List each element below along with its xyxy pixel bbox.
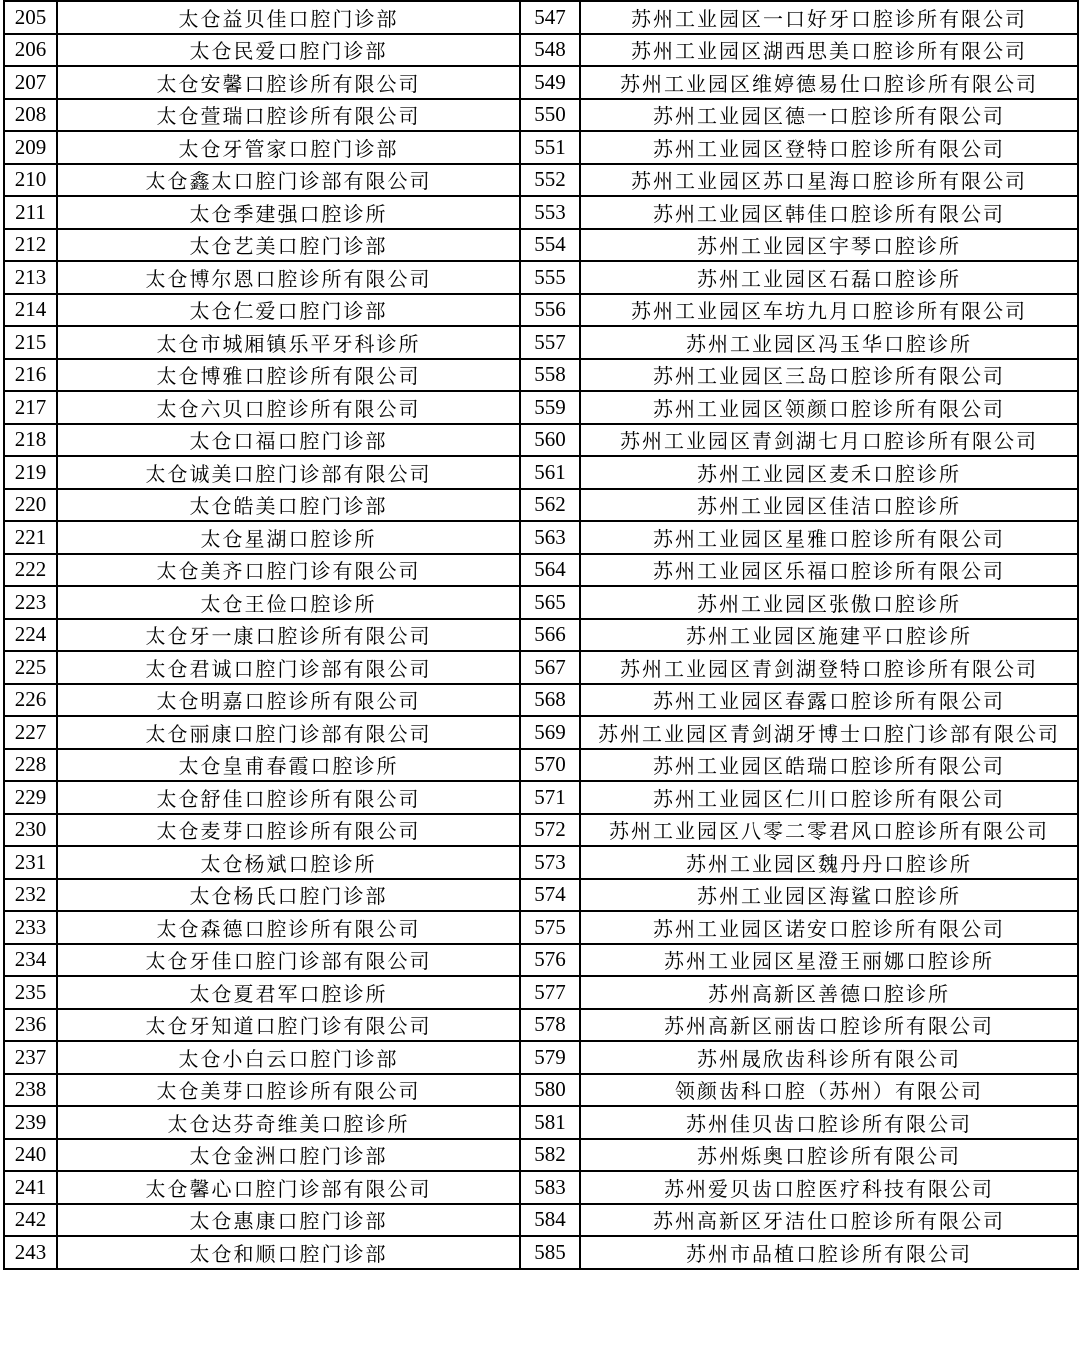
right-index-cell: 552 bbox=[520, 164, 580, 197]
right-clinic-name-cell: 苏州高新区善德口腔诊所 bbox=[580, 976, 1078, 1009]
right-clinic-name-cell: 苏州工业园区一口好牙口腔诊所有限公司 bbox=[580, 1, 1078, 34]
left-clinic-name-cell: 太仓君诚口腔门诊部有限公司 bbox=[57, 651, 520, 684]
right-index-cell: 578 bbox=[520, 1009, 580, 1042]
table-row bbox=[4, 1171, 1078, 1204]
table-row bbox=[4, 651, 1078, 684]
left-index-cell: 225 bbox=[4, 651, 57, 684]
left-clinic-name-cell: 太仓丽康口腔门诊部有限公司 bbox=[57, 716, 520, 749]
right-index-cell: 557 bbox=[520, 326, 580, 359]
right-index-cell: 576 bbox=[520, 944, 580, 977]
left-clinic-name-cell: 太仓舒佳口腔诊所有限公司 bbox=[57, 781, 520, 814]
right-index-cell: 551 bbox=[520, 131, 580, 164]
left-clinic-name-cell: 太仓王俭口腔诊所 bbox=[57, 586, 520, 619]
left-index-cell: 211 bbox=[4, 196, 57, 229]
table-row bbox=[4, 781, 1078, 814]
left-clinic-name-cell: 太仓民爱口腔门诊部 bbox=[57, 34, 520, 67]
left-clinic-name-cell: 太仓森德口腔诊所有限公司 bbox=[57, 911, 520, 944]
left-clinic-name-cell: 太仓益贝佳口腔门诊部 bbox=[57, 1, 520, 34]
left-index-cell: 210 bbox=[4, 164, 57, 197]
left-clinic-name-cell: 太仓季建强口腔诊所 bbox=[57, 196, 520, 229]
left-clinic-name-cell: 太仓皇甫春霞口腔诊所 bbox=[57, 749, 520, 782]
table-row bbox=[4, 1236, 1078, 1269]
left-clinic-name-cell: 太仓杨氏口腔门诊部 bbox=[57, 879, 520, 912]
right-clinic-name-cell: 苏州工业园区三岛口腔诊所有限公司 bbox=[580, 359, 1078, 392]
left-index-cell: 207 bbox=[4, 66, 57, 99]
right-clinic-name-cell: 苏州高新区丽齿口腔诊所有限公司 bbox=[580, 1009, 1078, 1042]
clinic-list-table bbox=[3, 0, 1079, 1270]
right-clinic-name-cell: 苏州工业园区冯玉华口腔诊所 bbox=[580, 326, 1078, 359]
table-row bbox=[4, 911, 1078, 944]
right-clinic-name-cell: 苏州工业园区韩佳口腔诊所有限公司 bbox=[580, 196, 1078, 229]
right-clinic-name-cell: 苏州工业园区苏口星海口腔诊所有限公司 bbox=[580, 164, 1078, 197]
table-row bbox=[4, 1106, 1078, 1139]
right-index-cell: 582 bbox=[520, 1139, 580, 1172]
right-index-cell: 563 bbox=[520, 521, 580, 554]
left-index-cell: 235 bbox=[4, 976, 57, 1009]
left-clinic-name-cell: 太仓杨斌口腔诊所 bbox=[57, 846, 520, 879]
left-clinic-name-cell: 太仓星湖口腔诊所 bbox=[57, 521, 520, 554]
right-index-cell: 549 bbox=[520, 66, 580, 99]
left-index-cell: 226 bbox=[4, 684, 57, 717]
table-row bbox=[4, 66, 1078, 99]
left-index-cell: 213 bbox=[4, 261, 57, 294]
left-clinic-name-cell: 太仓安馨口腔诊所有限公司 bbox=[57, 66, 520, 99]
table-row bbox=[4, 1204, 1078, 1237]
right-clinic-name-cell: 苏州工业园区青剑湖登特口腔诊所有限公司 bbox=[580, 651, 1078, 684]
table-row bbox=[4, 229, 1078, 262]
table-row bbox=[4, 326, 1078, 359]
right-index-cell: 548 bbox=[520, 34, 580, 67]
left-clinic-name-cell: 太仓美齐口腔门诊有限公司 bbox=[57, 554, 520, 587]
right-index-cell: 553 bbox=[520, 196, 580, 229]
left-index-cell: 224 bbox=[4, 619, 57, 652]
right-clinic-name-cell: 苏州工业园区魏丹丹口腔诊所 bbox=[580, 846, 1078, 879]
left-clinic-name-cell: 太仓博尔恩口腔诊所有限公司 bbox=[57, 261, 520, 294]
table-row bbox=[4, 294, 1078, 327]
right-index-cell: 575 bbox=[520, 911, 580, 944]
table-row bbox=[4, 1041, 1078, 1074]
table-row bbox=[4, 34, 1078, 67]
left-clinic-name-cell: 太仓馨心口腔门诊部有限公司 bbox=[57, 1171, 520, 1204]
left-index-cell: 232 bbox=[4, 879, 57, 912]
right-index-cell: 558 bbox=[520, 359, 580, 392]
right-index-cell: 566 bbox=[520, 619, 580, 652]
right-clinic-name-cell: 苏州市品植口腔诊所有限公司 bbox=[580, 1236, 1078, 1269]
right-clinic-name-cell: 苏州工业园区海鲨口腔诊所 bbox=[580, 879, 1078, 912]
right-index-cell: 585 bbox=[520, 1236, 580, 1269]
left-index-cell: 222 bbox=[4, 554, 57, 587]
right-index-cell: 580 bbox=[520, 1074, 580, 1107]
right-index-cell: 560 bbox=[520, 424, 580, 457]
right-clinic-name-cell: 苏州工业园区星澄王丽娜口腔诊所 bbox=[580, 944, 1078, 977]
left-index-cell: 209 bbox=[4, 131, 57, 164]
left-clinic-name-cell: 太仓诚美口腔门诊部有限公司 bbox=[57, 456, 520, 489]
left-index-cell: 236 bbox=[4, 1009, 57, 1042]
right-index-cell: 562 bbox=[520, 489, 580, 522]
left-clinic-name-cell: 太仓市城厢镇乐平牙科诊所 bbox=[57, 326, 520, 359]
table-row bbox=[4, 1, 1078, 34]
left-index-cell: 208 bbox=[4, 99, 57, 132]
left-index-cell: 212 bbox=[4, 229, 57, 262]
left-clinic-name-cell: 太仓美芽口腔诊所有限公司 bbox=[57, 1074, 520, 1107]
right-clinic-name-cell: 领颜齿科口腔（苏州）有限公司 bbox=[580, 1074, 1078, 1107]
left-clinic-name-cell: 太仓鑫太口腔门诊部有限公司 bbox=[57, 164, 520, 197]
left-clinic-name-cell: 太仓仁爱口腔门诊部 bbox=[57, 294, 520, 327]
left-clinic-name-cell: 太仓小白云口腔门诊部 bbox=[57, 1041, 520, 1074]
right-index-cell: 556 bbox=[520, 294, 580, 327]
left-index-cell: 230 bbox=[4, 814, 57, 847]
table-row bbox=[4, 424, 1078, 457]
table-row bbox=[4, 196, 1078, 229]
left-index-cell: 243 bbox=[4, 1236, 57, 1269]
left-index-cell: 221 bbox=[4, 521, 57, 554]
right-index-cell: 583 bbox=[520, 1171, 580, 1204]
left-clinic-name-cell: 太仓萱瑞口腔诊所有限公司 bbox=[57, 99, 520, 132]
right-index-cell: 550 bbox=[520, 99, 580, 132]
right-clinic-name-cell: 苏州工业园区湖西思美口腔诊所有限公司 bbox=[580, 34, 1078, 67]
table-row bbox=[4, 261, 1078, 294]
right-clinic-name-cell: 苏州工业园区施建平口腔诊所 bbox=[580, 619, 1078, 652]
right-index-cell: 573 bbox=[520, 846, 580, 879]
right-index-cell: 567 bbox=[520, 651, 580, 684]
left-index-cell: 206 bbox=[4, 34, 57, 67]
left-clinic-name-cell: 太仓口福口腔门诊部 bbox=[57, 424, 520, 457]
left-index-cell: 233 bbox=[4, 911, 57, 944]
table-row bbox=[4, 1139, 1078, 1172]
right-index-cell: 561 bbox=[520, 456, 580, 489]
left-index-cell: 229 bbox=[4, 781, 57, 814]
table-row bbox=[4, 879, 1078, 912]
right-clinic-name-cell: 苏州工业园区麦禾口腔诊所 bbox=[580, 456, 1078, 489]
left-index-cell: 242 bbox=[4, 1204, 57, 1237]
table-row bbox=[4, 359, 1078, 392]
table-row bbox=[4, 1009, 1078, 1042]
right-index-cell: 559 bbox=[520, 391, 580, 424]
right-clinic-name-cell: 苏州工业园区登特口腔诊所有限公司 bbox=[580, 131, 1078, 164]
right-index-cell: 547 bbox=[520, 1, 580, 34]
right-clinic-name-cell: 苏州工业园区青剑湖牙博士口腔门诊部有限公司 bbox=[580, 716, 1078, 749]
left-clinic-name-cell: 太仓六贝口腔诊所有限公司 bbox=[57, 391, 520, 424]
right-index-cell: 584 bbox=[520, 1204, 580, 1237]
right-index-cell: 579 bbox=[520, 1041, 580, 1074]
right-index-cell: 555 bbox=[520, 261, 580, 294]
left-clinic-name-cell: 太仓艺美口腔门诊部 bbox=[57, 229, 520, 262]
right-index-cell: 569 bbox=[520, 716, 580, 749]
right-clinic-name-cell: 苏州工业园区宇琴口腔诊所 bbox=[580, 229, 1078, 262]
left-clinic-name-cell: 太仓金洲口腔门诊部 bbox=[57, 1139, 520, 1172]
table-row bbox=[4, 1074, 1078, 1107]
table-row bbox=[4, 554, 1078, 587]
left-index-cell: 237 bbox=[4, 1041, 57, 1074]
left-clinic-name-cell: 太仓博雅口腔诊所有限公司 bbox=[57, 359, 520, 392]
left-index-cell: 231 bbox=[4, 846, 57, 879]
right-index-cell: 574 bbox=[520, 879, 580, 912]
left-index-cell: 241 bbox=[4, 1171, 57, 1204]
table-row bbox=[4, 684, 1078, 717]
left-index-cell: 218 bbox=[4, 424, 57, 457]
left-index-cell: 240 bbox=[4, 1139, 57, 1172]
right-clinic-name-cell: 苏州工业园区佳洁口腔诊所 bbox=[580, 489, 1078, 522]
table-row bbox=[4, 131, 1078, 164]
right-clinic-name-cell: 苏州工业园区石磊口腔诊所 bbox=[580, 261, 1078, 294]
right-clinic-name-cell: 苏州工业园区乐福口腔诊所有限公司 bbox=[580, 554, 1078, 587]
left-clinic-name-cell: 太仓惠康口腔门诊部 bbox=[57, 1204, 520, 1237]
right-clinic-name-cell: 苏州爱贝齿口腔医疗科技有限公司 bbox=[580, 1171, 1078, 1204]
right-clinic-name-cell: 苏州工业园区张傲口腔诊所 bbox=[580, 586, 1078, 619]
table-row bbox=[4, 521, 1078, 554]
right-index-cell: 571 bbox=[520, 781, 580, 814]
table-row bbox=[4, 944, 1078, 977]
left-index-cell: 205 bbox=[4, 1, 57, 34]
right-index-cell: 570 bbox=[520, 749, 580, 782]
left-index-cell: 228 bbox=[4, 749, 57, 782]
left-clinic-name-cell: 太仓牙管家口腔门诊部 bbox=[57, 131, 520, 164]
table-row bbox=[4, 814, 1078, 847]
table-row bbox=[4, 164, 1078, 197]
right-clinic-name-cell: 苏州工业园区德一口腔诊所有限公司 bbox=[580, 99, 1078, 132]
right-index-cell: 565 bbox=[520, 586, 580, 619]
right-index-cell: 568 bbox=[520, 684, 580, 717]
left-index-cell: 220 bbox=[4, 489, 57, 522]
table-row bbox=[4, 456, 1078, 489]
right-clinic-name-cell: 苏州工业园区春露口腔诊所有限公司 bbox=[580, 684, 1078, 717]
left-clinic-name-cell: 太仓牙知道口腔门诊有限公司 bbox=[57, 1009, 520, 1042]
left-index-cell: 239 bbox=[4, 1106, 57, 1139]
left-clinic-name-cell: 太仓皓美口腔门诊部 bbox=[57, 489, 520, 522]
left-clinic-name-cell: 太仓牙佳口腔门诊部有限公司 bbox=[57, 944, 520, 977]
left-clinic-name-cell: 太仓牙一康口腔诊所有限公司 bbox=[57, 619, 520, 652]
right-index-cell: 564 bbox=[520, 554, 580, 587]
table-row bbox=[4, 846, 1078, 879]
right-clinic-name-cell: 苏州工业园区仁川口腔诊所有限公司 bbox=[580, 781, 1078, 814]
right-clinic-name-cell: 苏州工业园区青剑湖七月口腔诊所有限公司 bbox=[580, 424, 1078, 457]
right-clinic-name-cell: 苏州工业园区领颜口腔诊所有限公司 bbox=[580, 391, 1078, 424]
right-clinic-name-cell: 苏州工业园区星雅口腔诊所有限公司 bbox=[580, 521, 1078, 554]
right-index-cell: 581 bbox=[520, 1106, 580, 1139]
left-clinic-name-cell: 太仓达芬奇维美口腔诊所 bbox=[57, 1106, 520, 1139]
table-row bbox=[4, 619, 1078, 652]
right-clinic-name-cell: 苏州烁奥口腔诊所有限公司 bbox=[580, 1139, 1078, 1172]
right-clinic-name-cell: 苏州晟欣齿科诊所有限公司 bbox=[580, 1041, 1078, 1074]
table-row bbox=[4, 391, 1078, 424]
left-index-cell: 217 bbox=[4, 391, 57, 424]
right-clinic-name-cell: 苏州工业园区诺安口腔诊所有限公司 bbox=[580, 911, 1078, 944]
left-index-cell: 223 bbox=[4, 586, 57, 619]
left-clinic-name-cell: 太仓和顺口腔门诊部 bbox=[57, 1236, 520, 1269]
left-index-cell: 227 bbox=[4, 716, 57, 749]
table-row bbox=[4, 716, 1078, 749]
right-clinic-name-cell: 苏州高新区牙洁仕口腔诊所有限公司 bbox=[580, 1204, 1078, 1237]
left-clinic-name-cell: 太仓夏君军口腔诊所 bbox=[57, 976, 520, 1009]
right-clinic-name-cell: 苏州佳贝齿口腔诊所有限公司 bbox=[580, 1106, 1078, 1139]
right-index-cell: 572 bbox=[520, 814, 580, 847]
right-index-cell: 577 bbox=[520, 976, 580, 1009]
right-clinic-name-cell: 苏州工业园区维婷德易仕口腔诊所有限公司 bbox=[580, 66, 1078, 99]
right-clinic-name-cell: 苏州工业园区皓瑞口腔诊所有限公司 bbox=[580, 749, 1078, 782]
table-row bbox=[4, 586, 1078, 619]
table-row bbox=[4, 489, 1078, 522]
left-index-cell: 219 bbox=[4, 456, 57, 489]
left-clinic-name-cell: 太仓麦芽口腔诊所有限公司 bbox=[57, 814, 520, 847]
right-index-cell: 554 bbox=[520, 229, 580, 262]
left-index-cell: 238 bbox=[4, 1074, 57, 1107]
right-clinic-name-cell: 苏州工业园区车坊九月口腔诊所有限公司 bbox=[580, 294, 1078, 327]
right-clinic-name-cell: 苏州工业园区八零二零君风口腔诊所有限公司 bbox=[580, 814, 1078, 847]
left-index-cell: 214 bbox=[4, 294, 57, 327]
table-row bbox=[4, 749, 1078, 782]
left-clinic-name-cell: 太仓明嘉口腔诊所有限公司 bbox=[57, 684, 520, 717]
left-index-cell: 215 bbox=[4, 326, 57, 359]
table-row bbox=[4, 99, 1078, 132]
left-index-cell: 216 bbox=[4, 359, 57, 392]
clinic-list-body bbox=[4, 1, 1078, 1269]
table-row bbox=[4, 976, 1078, 1009]
left-index-cell: 234 bbox=[4, 944, 57, 977]
